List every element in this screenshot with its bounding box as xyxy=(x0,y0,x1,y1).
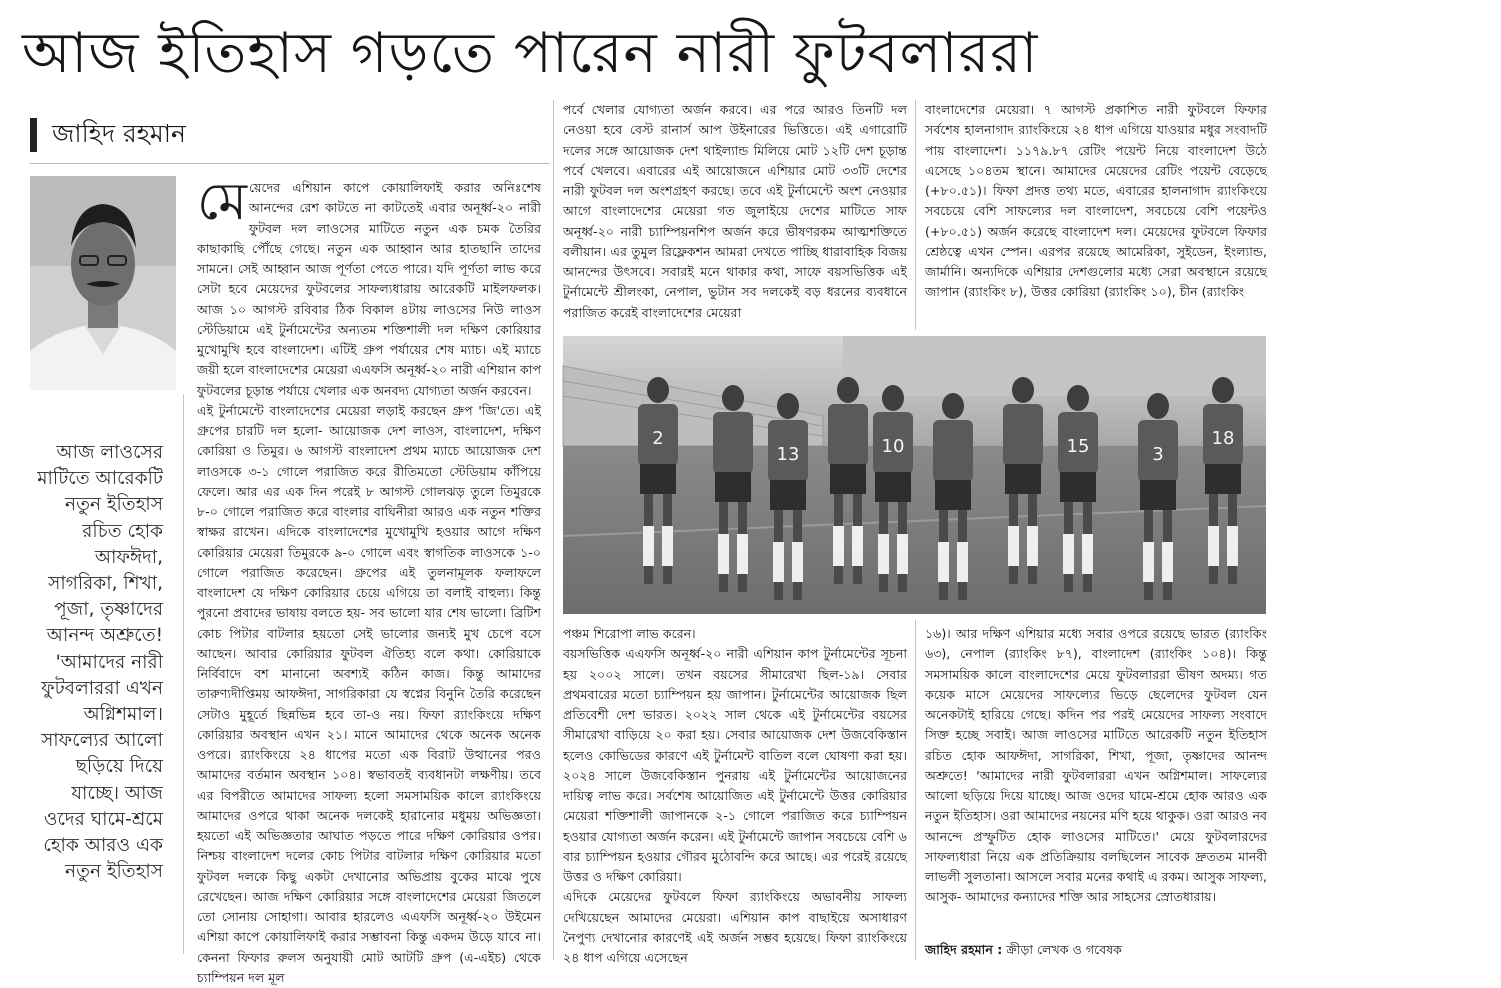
header-rule xyxy=(30,163,550,164)
paragraph: পর্বে খেলার যোগ্যতা অর্জন করবে। এর পরে আরও তিনটি দল নেওয়া হবে বেস্ট রানার্স আপ উইনারের ভিত্তিতে। এই এগারোটি দলের সঙ্গে আয়োজক দেশ থাইল্যান্ড মিলিয়ে মোট ১২টি দেশ চূড়ান্ত পর্বে খেলবে। এবারের এই আয়োজনে এশিয়ার মোট ৩৩টি দেশের নারী ফুটবল দল অংশগ্রহণ করছে। তবে এই টুর্নামেন্টে অংশ নেওয়ার আগে বাংলাদেশের মেয়েরা গত জুলাইয়ে দেশের মাটিতে সাফ অনূর্ধ্ব-২০ নারী চ্যাম্পিয়নশিপ অর্জন করে ভীষণরকম আত্মশক্তিতে বলীয়ান। এর তুমুল রিফ্লেকশন আমরা দেখতে পাচ্ছি ধারাবাহিক বিজয় আনন্দের উৎসবে। সবারই মনে থাকার কথা, সাফে বয়সভিত্তিক এই টুর্নামেন্টে শ্রীলংকা, নেপাল, ভুটান সব দলকেই বড় ধরনের ব্যবধানে পরাজিত করেই বাংলাদেশের মেয়েরা xyxy=(563,102,907,320)
signature-role: ক্রীড়া লেখক ও গবেষক xyxy=(1002,942,1122,957)
byline-marker xyxy=(30,118,37,152)
paragraph: পঞ্চম শিরোপা লাভ করেন। xyxy=(563,626,696,641)
paragraph: বয়সভিত্তিক এএফসি অনূর্ধ্ব-২০ নারী এশিয়ান কাপ টুর্নামেন্টের সূচনা হয় ২০০২ সালে। তখন বয়সের সীমারেখা ছিল-১৯। সেবার প্রথমবারের মতো চ্যাম্পিয়ন হয় জাপান। টুর্নামেন্টের আয়োজক ছিল প্রতিবেশী দেশ ভারত। ২০২২ সাল থেকে এই টুর্নামেন্টের বয়সের সীমারেখা বাড়িয়ে ২০ করা হয়। সেবার আয়োজক দেশ উজবেকিস্তান হলেও কোভিডের কারণে এই টুর্নামেন্ট বাতিল বলে ঘোষণা করা হয়। ২০২৪ সালে উজবেকিস্তান পুনরায় এই টুর্নামেন্টের আয়োজনের দায়িত্ব লাভ করে। সর্বশেষ আয়োজিত এই টুর্নামেন্টে উত্তর কোরিয়ার মেয়েরা শক্তিশালী জাপানকে ২-১ গোলে পরাজিত করে চ্যাম্পিয়ন হওয়ার যোগ্যতা অর্জন করেন। এই টুর্নামেন্টে জাপান সবচেয়ে বেশি ৬ বার চ্যাম্পিয়ন হওয়ার গৌরব মুঠোবন্দি করে আছে। এর পরেই রয়েছে উত্তর ও দক্ষিণ কোরিয়া। xyxy=(563,646,907,884)
jersey-number: 15 xyxy=(1066,436,1090,457)
jersey-number: 2 xyxy=(652,428,664,449)
article-column-2-bottom xyxy=(563,624,907,964)
signature-name: জাহিদ রহমান : xyxy=(925,942,1003,957)
paragraph: এই টুর্নামেন্টে বাংলাদেশের মেয়েরা লড়াই করছেন গ্রুপ 'জি'তে। এই গ্রুপের চারটি দল হলো- আয়োজক দেশ লাওস, বাংলাদেশ, দক্ষিণ কোরিয়া ও তিমুর। ৬ আগস্ট বাংলাদেশ প্রথম ম্যাচে আয়োজক দেশ লাওসকে ৩-১ গোলে পরাজিত করে রীতিমতো স্টেডিয়াম কাঁপিয়ে ফেলে। আর এর এক দিন পরেই ৮ আগস্ট গোলঝড় তুলে তিমুরকে ৮-০ গোলে পরাজিত করে বাংলার বাঘিনীরা আরও এক নতুন শক্তির স্বাক্ষর রাখেন। এদিকে বাংলাদেশের মুখোমুখি হওয়ার আগে দক্ষিণ কোরিয়ার মেয়েরা তিমুরকে ৯-০ গোলে এবং স্বাগতিক লাওসকে ১-০ গোলে পরাজিত করেছেন। গ্রুপের এই তুলনামূলক ফলাফলে বাংলাদেশ যে দক্ষিণ কোরিয়ার চেয়ে এগিয়ে তা বলাই বাহুল্য। কিন্তু পুরনো প্রবাদের ভাষায় বলতে হয়- সব ভালো যার শেষ ভালো। ব্রিটিশ কোচ পিটার বাটলার হয়তো সেই ভালোর জন্যই মুখ চেপে বসে আছেন। আবার কোরিয়ার ফুটবল ঐতিহ্য বলে কথা। কোরিয়াকে নির্বিবাদে বশ মানানো অবশ্যই কঠিন কাজ। কিন্তু আমাদের তারুণ্যদীপ্তিময় আফঈদা, সাগরিকারা যে স্বপ্নের বিনুনি তৈরি করেছেন সেটাও মুহূর্তে ছিন্নভিন্ন হবে তা-ও নয়। ফিফা র‌্যাংকিংয়ে দক্ষিণ কোরিয়ার অবস্থান এখন ২১। মানে আমাদের থেকে অনেক অনেক ওপরে। র‌্যাংকিংয়ে ২৪ ধাপের মতো এক বিরাট উত্থানের পরও আমাদের বর্তমান অবস্থান ১০৪। স্বভাবতই ব্যবধানটা লক্ষণীয়। তবে এর বিপরীতে আমাদের সাফল্য হলো সমসাময়িক কালে র‌্যাংকিংয়ে আমাদের ওপরে থাকা অনেক দলকেই হারানোর মধুময় অভিজ্ঞতা। হয়তো এই অভিজ্ঞতার আঘাত পড়তে পারে দক্ষিণ কোরিয়ার ওপর। নিশ্চয় বাংলাদেশ দলের কোচ পিটার বাটলার দক্ষিণ কোরিয়ার মতো ফুটবল দলকে কিছু একটা দেখানোর অভিপ্রায় বুকের মাঝে পুষে রেখেছেন। আজ দক্ষিণ কোরিয়ার সঙ্গে বাংলাদেশের মেয়েরা জিতলে তো সোনায় সোহাগা। আবার হারলেও এএফসি অনূর্ধ্ব-২০ উইমেন এশিয়া কাপে কোয়ালিফাই করার সম্ভাবনা কিন্তু একদম উড়ে যাবে না। কেননা ফিফার রুলস অনুযায়ী মোট আটটি গ্রুপ (এ-এইচ) থেকে চ্যাম্পিয়ন দল মূল xyxy=(197,402,541,985)
paragraph: এদিকে মেয়েদের ফুটবলে ফিফা র‌্যাংকিংয়ে অভাবনীয় সাফল্য দেখিয়েছেন আমাদের মেয়েরা। এশিয়ান কাপ বাছাইয়ে অসাধারণ নৈপুণ্য দেখানোর কারণেই এই অর্জন সম্ভব হয়েছে। ফিফা র‌্যাংকিংয়ে ২৪ ধাপ এগিয়ে এসেছেন xyxy=(563,889,907,965)
headline: আজ ইতিহাস গড়তে পারেন নারী ফুটবলাররা xyxy=(22,21,1039,86)
watermark: আমাদের সময় xyxy=(1231,799,1423,839)
pull-quote: আজ লাওসের মাটিতে আরেকটি নতুন ইতিহাস রচিত হোক আফঈদা, সাগরিকা, শিখা, পূজা, তৃষ্ণাদের আনন্দ অশ্রুতে! 'আমাদের নারী ফুটবলাররা এখন অগ্নিশমাল। সাফল্যের আলো ছড়িয়ে দিয়ে যাচ্ছে। আজ ওদের ঘামে-শ্রমে হোক আরও এক নতুন ইতিহাস xyxy=(37,442,163,883)
author-signature xyxy=(925,940,1267,962)
paragraph: বাংলাদেশের মেয়েরা। ৭ আগস্ট প্রকাশিত নারী ফুটবলে ফিফার সর্বশেষ হালনাগাদ র‌্যাংকিংয়ে ২৪ ধাপ এগিয়ে যাওয়ার মধুর সংবাদটি পায় বাংলাদেশ। ১১৭৯.৮৭ রেটিং পয়েন্ট নিয়ে বাংলাদেশ উঠে এসেছে ১০৪তম স্থানে। আমাদের মেয়েদের রেটিং পয়েন্ট বেড়েছে (+৮০.৫১)। ফিফা প্রদত্ত তথ্য মতে, এবারের হালনাগাদ র‌্যাংকিংয়ে সবচেয়ে বেশি সাফল্যের দল বাংলাদেশ, সবচেয়ে বেশি পয়েন্টও (+৮০.৫১) অর্জন করেছে বাংলাদেশ দল। মেয়েদের ফুটবলে ফিফার শ্রেষ্ঠত্বে এখন স্পেন। এরপর রয়েছে আমেরিকা, সুইডেন, ইংল্যান্ড, জার্মানি। অন্যদিকে এশিয়ার দেশগুলোর মধ্যে সেরা অবস্থানে রয়েছে জাপান (র‌্যাংকিং ৮), উত্তর কোরিয়া (র‌্যাংকিং ১০), চীন (র‌্যাংকিং xyxy=(925,102,1267,300)
column-rule-4 xyxy=(915,620,916,960)
article-column-3-bottom xyxy=(925,624,1267,934)
article-column-1 xyxy=(197,172,541,985)
byline: জাহিদ রহমান xyxy=(52,119,186,148)
column-rule-2 xyxy=(553,100,554,960)
jersey-number: 13 xyxy=(776,444,800,465)
column-rule-1 xyxy=(183,394,184,954)
author-photo xyxy=(30,176,176,390)
paragraph: য়েদের এশিয়ান কাপে কোয়ালিফাই করার অনিঃশেষ আনন্দের রেশ কাটতে না কাটতেই এবার অনূর্ধ্ব-২০ নারী ফুটবল দল লাওসের মাটিতে নতুন এক চমক তৈরির কাছাকাছি পৌঁছে গেছে। নতুন এক আহ্বান আর হাতছানি তাদের সামনে। সেই আহ্বান আজ পূর্ণতা পেতে পারে। যদি পূর্ণতা লাভ করে সেটা হবে মেয়েদের ফুটবলের সাফল্যধারায় আরেকটি মাইলফলক। আজ ১০ আগস্ট রবিবার ঠিক বিকাল ৪টায় লাওসের নিউ লাওস স্টেডিয়ামে এই টুর্নামেন্টের অন্যতম শক্তিশালী দল দক্ষিণ কোরিয়ার মুখোমুখি হবে বাংলাদেশ। এটিই গ্রুপ পর্যায়ের শেষ ম্যাচ। এই ম্যাচে জয়ী হলে বাংলাদেশের মেয়েরা এএফসি অনূর্ধ্ব-২০ নারী এশিয়ান কাপ ফুটবলের চূড়ান্ত পর্যায়ে খেলার এক অনবদ্য যোগ্যতা অর্জন করবেন। xyxy=(197,180,541,398)
drop-cap: মে xyxy=(197,172,247,232)
jersey-number: 10 xyxy=(881,436,905,457)
column-rule-3 xyxy=(915,100,916,330)
jersey-number: 3 xyxy=(1152,444,1164,465)
article-column-2-top xyxy=(563,100,907,324)
article-column-3-top xyxy=(925,100,1267,324)
jersey-number: 18 xyxy=(1211,428,1235,449)
paragraph: ১৬)। আর দক্ষিণ এশিয়ার মধ্যে সবার ওপরে রয়েছে ভারত (র‌্যাংকিং ৬৩), নেপাল (র‌্যাংকিং ৮৭), বাংলাদেশ (র‌্যাংকিং ১০৪)। কিন্তু সমসাময়িক কালে বাংলাদেশের মেয়ে ফুটবলাররা ভীষণ অদম্য। গত কয়েক মাসে মেয়েদের সাফল্যের ভিড়ে ছেলেদের ফুটবল যেন অনেকটাই হারিয়ে গেছে। কদিন পর পরই মেয়েদের সাফল্য সংবাদে সিক্ত হচ্ছে সবাই। আজ লাওসের মাটিতে আরেকটি নতুন ইতিহাস রচিত হোক আফঈদা, সাগরিকা, শিখা, পূজা, তৃষ্ণাদের আনন্দ অশ্রুতে! 'আমাদের নারী ফুটবলাররা এখন অগ্নিশমাল। সাফল্যের আলো ছড়িয়ে দিয়ে যাচ্ছে। আজ ওদের ঘামে-শ্রমে হোক আরও এক নতুন ইতিহাস। ওরা আমাদের নয়নের মণি হয়ে থাকুক। ওরা আরও নব আনন্দে প্রস্ফুটিত হোক লাওসের মাটিতে।' মেয়ে ফুটবলারদের সাফল্যধারা নিয়ে এক প্রতিক্রিয়ায় বলছিলেন সাবেক দ্রুততম মানবী লাভলী সুলতানা। আসলে সবার মনের কথাই এ রকম। আসুক সাফল্য, আসুক- আমাদের কন্যাদের শক্তি আর সাহসের স্রোতধারায়। xyxy=(925,626,1267,905)
